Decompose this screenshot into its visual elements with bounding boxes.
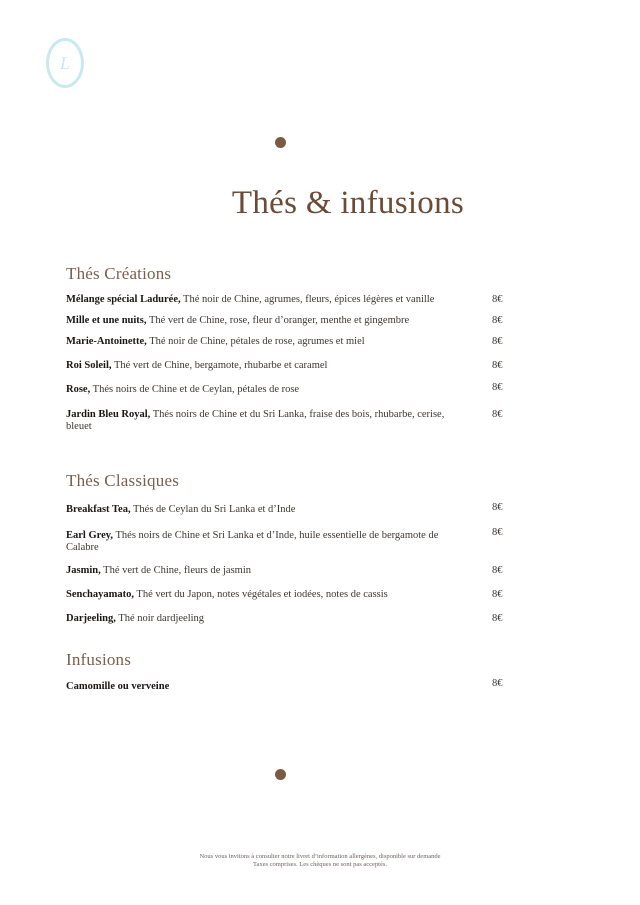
item-price: 8€: [492, 294, 503, 305]
item-name: Jasmin,: [66, 565, 101, 576]
section-title-thes-creations: Thés Créations: [66, 264, 172, 283]
item-description: Thé noir de Chine, pétales de rose, agrumes et miel: [149, 336, 365, 347]
item-name: Camomille ou verveine: [66, 681, 170, 692]
item-name: Breakfast Tea,: [66, 504, 131, 515]
item-description: Thés noirs de Chine et de Ceylan, pétales de rose: [92, 384, 300, 395]
menu-item: [66, 678, 506, 693]
footer-payment-note: Taxes comprises. Les chèques ne sont pas acceptés.: [252, 861, 387, 868]
item-name: Senchayamato,: [66, 589, 134, 600]
menu-item: [66, 315, 506, 327]
menu-item: [66, 409, 506, 433]
decorative-dot-bottom: [275, 769, 286, 780]
footer-allergen-note: Nous vous invitons à consulter notre livret d’information allergènes, disponible sur demande: [199, 853, 441, 860]
item-description: Thés noirs de Chine et du Sri Lanka, fraise des bois, rhubarbe, cerise, bleuet: [66, 409, 445, 432]
menu-item: [66, 294, 506, 306]
item-price: 8€: [492, 527, 503, 538]
item-price: 8€: [492, 315, 503, 326]
laduree-logo: [46, 38, 84, 88]
item-name: Jardin Bleu Royal,: [66, 409, 151, 420]
item-price: 8€: [492, 409, 503, 420]
logo-letter: L: [59, 52, 70, 73]
item-price: 8€: [492, 336, 503, 347]
item-name: Roi Soleil,: [66, 360, 112, 371]
item-name: Rose,: [66, 384, 91, 395]
item-description: Thés noirs de Chine et Sri Lanka et d’Inde, huile essentielle de bergamote de Calabre: [66, 530, 439, 553]
section-title-thes-classiques: Thés Classiques: [66, 471, 180, 490]
menu-item: [66, 527, 506, 554]
menu-item: [66, 384, 506, 396]
item-price: 8€: [492, 565, 503, 576]
menu-item: [66, 565, 506, 577]
menu-item: [66, 613, 506, 625]
item-description: Thé vert de Chine, fleurs de jasmin: [103, 565, 251, 576]
item-name: Mélange spécial Ladurée,: [66, 294, 181, 305]
item-name: Marie-Antoinette,: [66, 336, 147, 347]
section-title-infusions: Infusions: [66, 650, 132, 669]
page-title: Thés & infusions: [231, 185, 465, 221]
menu-item: [66, 504, 506, 516]
menu-item: [66, 360, 506, 372]
item-description: Thé vert de Chine, rose, fleur d’oranger, menthe et gingembre: [148, 315, 410, 326]
menu-item: [66, 336, 506, 348]
menu-item: [66, 589, 506, 601]
item-description: Thé vert du Japon, notes végétales et iodées, notes de cassis: [136, 589, 388, 600]
item-price: 8€: [492, 613, 503, 624]
item-price: 8€: [492, 382, 503, 393]
item-description: Thés de Ceylan du Sri Lanka et d’Inde: [133, 504, 296, 515]
footer-notice: [0, 853, 640, 869]
item-price: 8€: [492, 678, 503, 689]
item-name: Darjeeling,: [66, 613, 116, 624]
item-description: Thé vert de Chine, bergamote, rhubarbe et caramel: [113, 360, 328, 371]
item-description: Thé noir de Chine, agrumes, fleurs, épices légères et vanille: [183, 294, 435, 305]
item-price: 8€: [492, 502, 503, 513]
item-price: 8€: [492, 589, 503, 600]
item-name: Mille et une nuits,: [66, 315, 147, 326]
item-price: 8€: [492, 360, 503, 371]
item-name: Earl Grey,: [66, 530, 114, 541]
item-description: Thé noir dardjeeling: [118, 613, 205, 624]
decorative-dot-top: [275, 137, 286, 148]
